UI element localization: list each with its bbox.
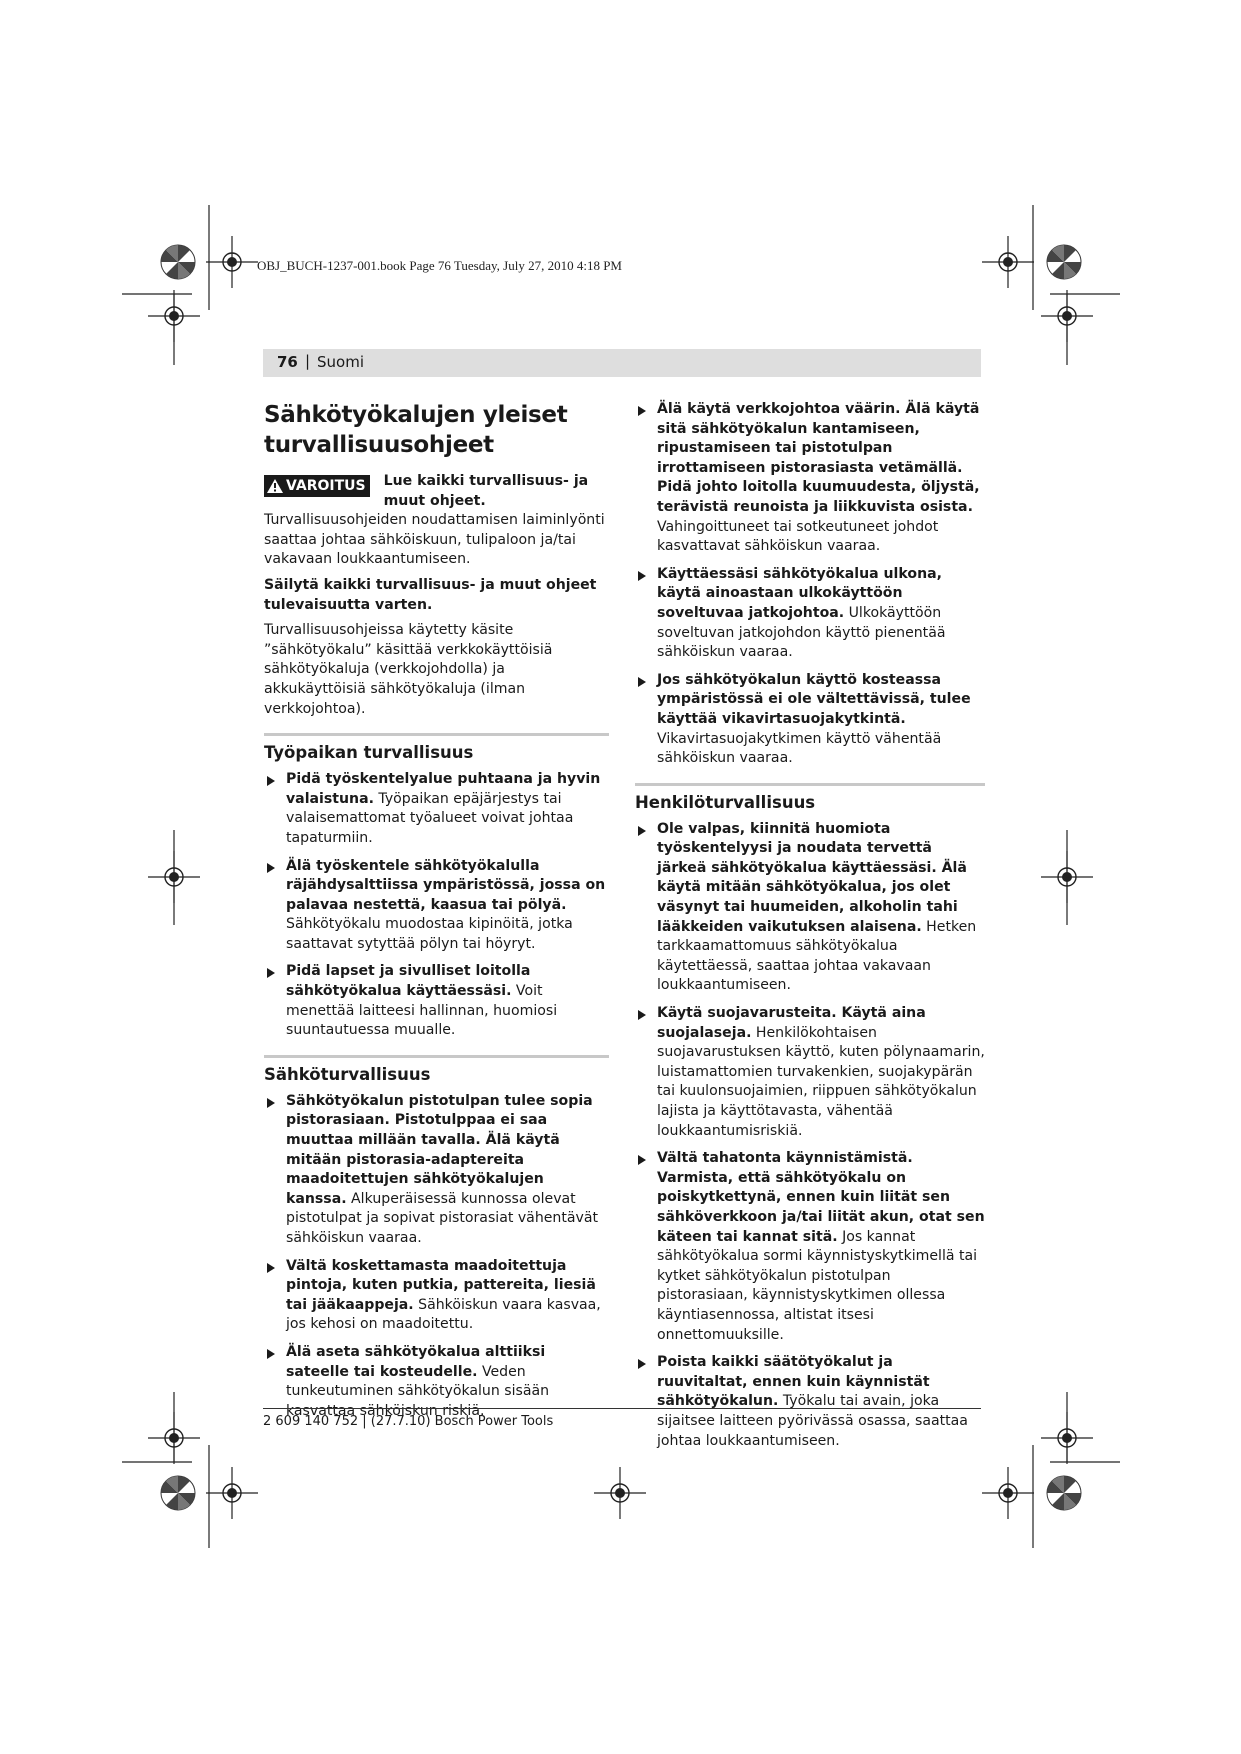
warning-block xyxy=(264,472,609,570)
item-text: Alkuperäisessä kunnossa olevat pistotulpat ja sopivat pistorasiat vähentävät sähköiskun vaaraa. xyxy=(286,1190,599,1246)
item-text: Työpaikan epäjärjestys tai valaisemattomat työalueet voivat johtaa tapaturmiin. xyxy=(286,790,574,846)
item-text: Voit menettää laitteesi hallinnan, huomiosi suuntautuessa muualle. xyxy=(286,983,558,1039)
item-text: Työkalu tai avain, joka sijaitsee laitteen pyörivässä osassa, saattaa johtaa loukkaantumiseen. xyxy=(657,1393,968,1449)
list-item xyxy=(264,1092,609,1249)
item-bold: Käytä suojavarusteita. Käytä aina suojalaseja. xyxy=(657,1005,926,1041)
list-item xyxy=(635,565,985,663)
page-title: Sähkötyökalujen yleiset turvallisuusohjeet xyxy=(264,402,568,458)
bullet-arrow-icon xyxy=(267,863,275,873)
page-footer: 2 609 140 752 | (27.7.10) Bosch Power Tools xyxy=(263,1414,554,1429)
bullet-arrow-icon xyxy=(638,1010,646,1020)
item-bold: Ole valpas, kiinnitä huomiota työskentelyysi ja noudata tervettä järkeä sähkötyökalua käyttäessäsi. Älä käytä mitään sähkötyökalua, jos olet väsynyt tai huumeiden, alkoholin tahi lääkkeiden vaikutuksen alaisena. xyxy=(657,820,967,935)
list-item xyxy=(635,1149,985,1345)
list-item xyxy=(635,1353,985,1451)
item-text: Veden tunkeutuminen sähkötyökalun sisään kasvattaa sähköiskun riskiä. xyxy=(286,1363,550,1419)
page-number: 76 xyxy=(277,353,298,371)
section-divider xyxy=(264,1055,609,1058)
item-text: Henkilökohtaisen suojavarustuksen käyttö, kuten pölynaamarin, luistamattomien turvakenkien, suojakypärän tai kuulonsuojaimien, riippuen sähkötyökalun lajista ja käyttötavasta, vähentää loukkaantumisriskiä. xyxy=(657,1024,985,1139)
section-heading-work-area: Työpaikan turvallisuus xyxy=(264,743,474,763)
bullet-arrow-icon xyxy=(638,406,646,416)
item-bold: Poista kaikki säätötyökalut ja ruuvitaltat, ennen kuin käynnistät sähkötyökalun. xyxy=(657,1354,930,1410)
list-item xyxy=(635,400,985,557)
item-text: Vikavirtasuojakytkimen käyttö vähentää sähköiskun vaaraa. xyxy=(657,730,942,767)
item-text: Hetken tarkkaamattomuus sähkötyökalua käytettäessä, saattaa johtaa vakavaan loukkaantumiseen. xyxy=(657,918,977,994)
item-bold: Älä käytä verkkojohtoa väärin. Älä käytä sitä sähkötyökalun kantamiseen, ripustamiseen tai pistotulpan irrottamiseen pistorasiasta vetämällä. Pidä johto loitolla kuumuudesta, öljystä, terävistä reunoista ja liikkuvista osista. xyxy=(657,401,980,515)
warning-bold-text: Lue kaikki turvallisuus- ja muut ohjeet. xyxy=(383,473,589,509)
bullet-arrow-icon xyxy=(638,1359,646,1369)
page-header-bar xyxy=(263,349,981,377)
item-text: Ulkokäyttöön soveltuvan jatkojohdon käyttö pienentää sähköiskun vaaraa. xyxy=(657,604,946,661)
list-item xyxy=(635,671,985,769)
list-item xyxy=(264,1257,609,1335)
item-bold: Vältä tahatonta käynnistämistä. Varmista, että sähkötyökalu on poiskytkettynä, ennen kuin liität sen sähköverkkoon ja/tai liität akun, otat sen käteen tai kannat sitä. xyxy=(657,1150,985,1245)
item-bold: Älä aseta sähkötyökalua alttiiksi sateelle tai kosteudelle. xyxy=(286,1343,546,1380)
left-column xyxy=(264,400,609,1429)
footer-rule xyxy=(263,1408,981,1409)
bullet-arrow-icon xyxy=(638,826,646,836)
list-item xyxy=(635,820,985,996)
print-slug: OBJ_BUCH-1237-001.book Page 76 Tuesday, July 27, 2010 4:18 PM xyxy=(257,258,622,273)
bullet-arrow-icon xyxy=(267,1349,275,1359)
item-text: Jos kannat sähkötyökalua sormi käynnistyskytkimellä tai kytket sähkötyökalun pistotulpan pistorasiaan, käynnistyskytkimen ollessa käyntiasennossa, altistat itsesi onnettomuuksille. xyxy=(657,1228,978,1343)
item-bold: Sähkötyökalun pistotulpan tulee sopia pistorasiaan. Pistotulppaa ei saa muuttaa millään tavalla. Älä käytä mitään pistorasia-adaptereita maadoitettujen sähkötyökalujen kanssa. xyxy=(286,1092,593,1207)
bullet-arrow-icon xyxy=(267,968,275,978)
bullet-arrow-icon xyxy=(267,1098,275,1108)
item-bold: Älä työskentele sähkötyökalulla räjähdysalttiissa ympäristössä, jossa on palavaa nestettä, kaasua tai pölyä. xyxy=(286,857,606,913)
header-separator: | xyxy=(305,352,311,370)
section-heading-personal-safety: Henkilöturvallisuus xyxy=(635,792,816,812)
definition-text: Turvallisuusohjeissa käytetty käsite ”sähkötyökalu” käsittää verkkokäyttöisiä sähkötyökaluja (verkkojohdolla) ja akkukäyttöisiä sähkötyökaluja (ilman verkkojohtoa). xyxy=(264,622,553,717)
list-item xyxy=(264,770,609,848)
bullet-arrow-icon xyxy=(267,776,275,786)
item-bold: Pidä työskentelyalue puhtaana ja hyvin valaistuna. xyxy=(286,771,601,807)
section-heading-electrical: Sähköturvallisuus xyxy=(264,1064,431,1084)
list-item xyxy=(264,857,609,955)
item-text: Sähkötyökalu muodostaa kipinöitä, jotka saattavat sytyttää pölyn tai höyryt. xyxy=(286,916,573,952)
keep-instructions-text: Säilytä kaikki turvallisuus- ja muut ohjeet tulevaisuutta varten. xyxy=(264,576,597,613)
bullet-arrow-icon xyxy=(638,571,646,581)
item-text: Vahingoittuneet tai sotkeutuneet johdot kasvattavat sähköiskun vaaraa. xyxy=(657,518,939,555)
bullet-arrow-icon xyxy=(267,1263,275,1273)
bullet-arrow-icon xyxy=(638,1155,646,1165)
item-text: Sähköiskun vaara kasvaa, jos kehosi on maadoitettu. xyxy=(286,1296,601,1333)
list-item xyxy=(264,1343,609,1421)
right-column xyxy=(635,400,985,1459)
bullet-arrow-icon xyxy=(638,677,646,687)
warning-badge xyxy=(264,475,370,497)
item-bold: Pidä lapset ja sivulliset loitolla sähkötyökalua käyttäessäsi. xyxy=(286,963,531,1000)
warning-badge-label: VAROITUS xyxy=(286,478,366,494)
item-bold: Jos sähkötyökalun käyttö kosteassa ympäristössä ei ole vältettävissä, tulee käyttää vikavirtasuojakytkintä. xyxy=(657,671,971,727)
warning-triangle-icon xyxy=(267,479,283,493)
warning-text: Turvallisuusohjeiden noudattamisen laiminlyönti saattaa johtaa sähköiskuun, tulipaloon ja/tai vakavaan loukkaantumiseen. xyxy=(264,512,605,568)
item-bold: Käyttäessäsi sähkötyökalua ulkona, käytä ainoastaan ulkokäyttöön soveltuvaa jatkojohtoa. xyxy=(657,565,942,621)
item-bold: Vältä koskettamasta maadoitettuja pintoja, kuten putkia, pattereita, liesiä tai jääkaappeja. xyxy=(286,1257,596,1313)
list-item xyxy=(264,962,609,1040)
section-divider xyxy=(264,733,609,736)
header-language: Suomi xyxy=(317,353,364,371)
section-divider xyxy=(635,783,985,786)
list-item xyxy=(635,1004,985,1141)
